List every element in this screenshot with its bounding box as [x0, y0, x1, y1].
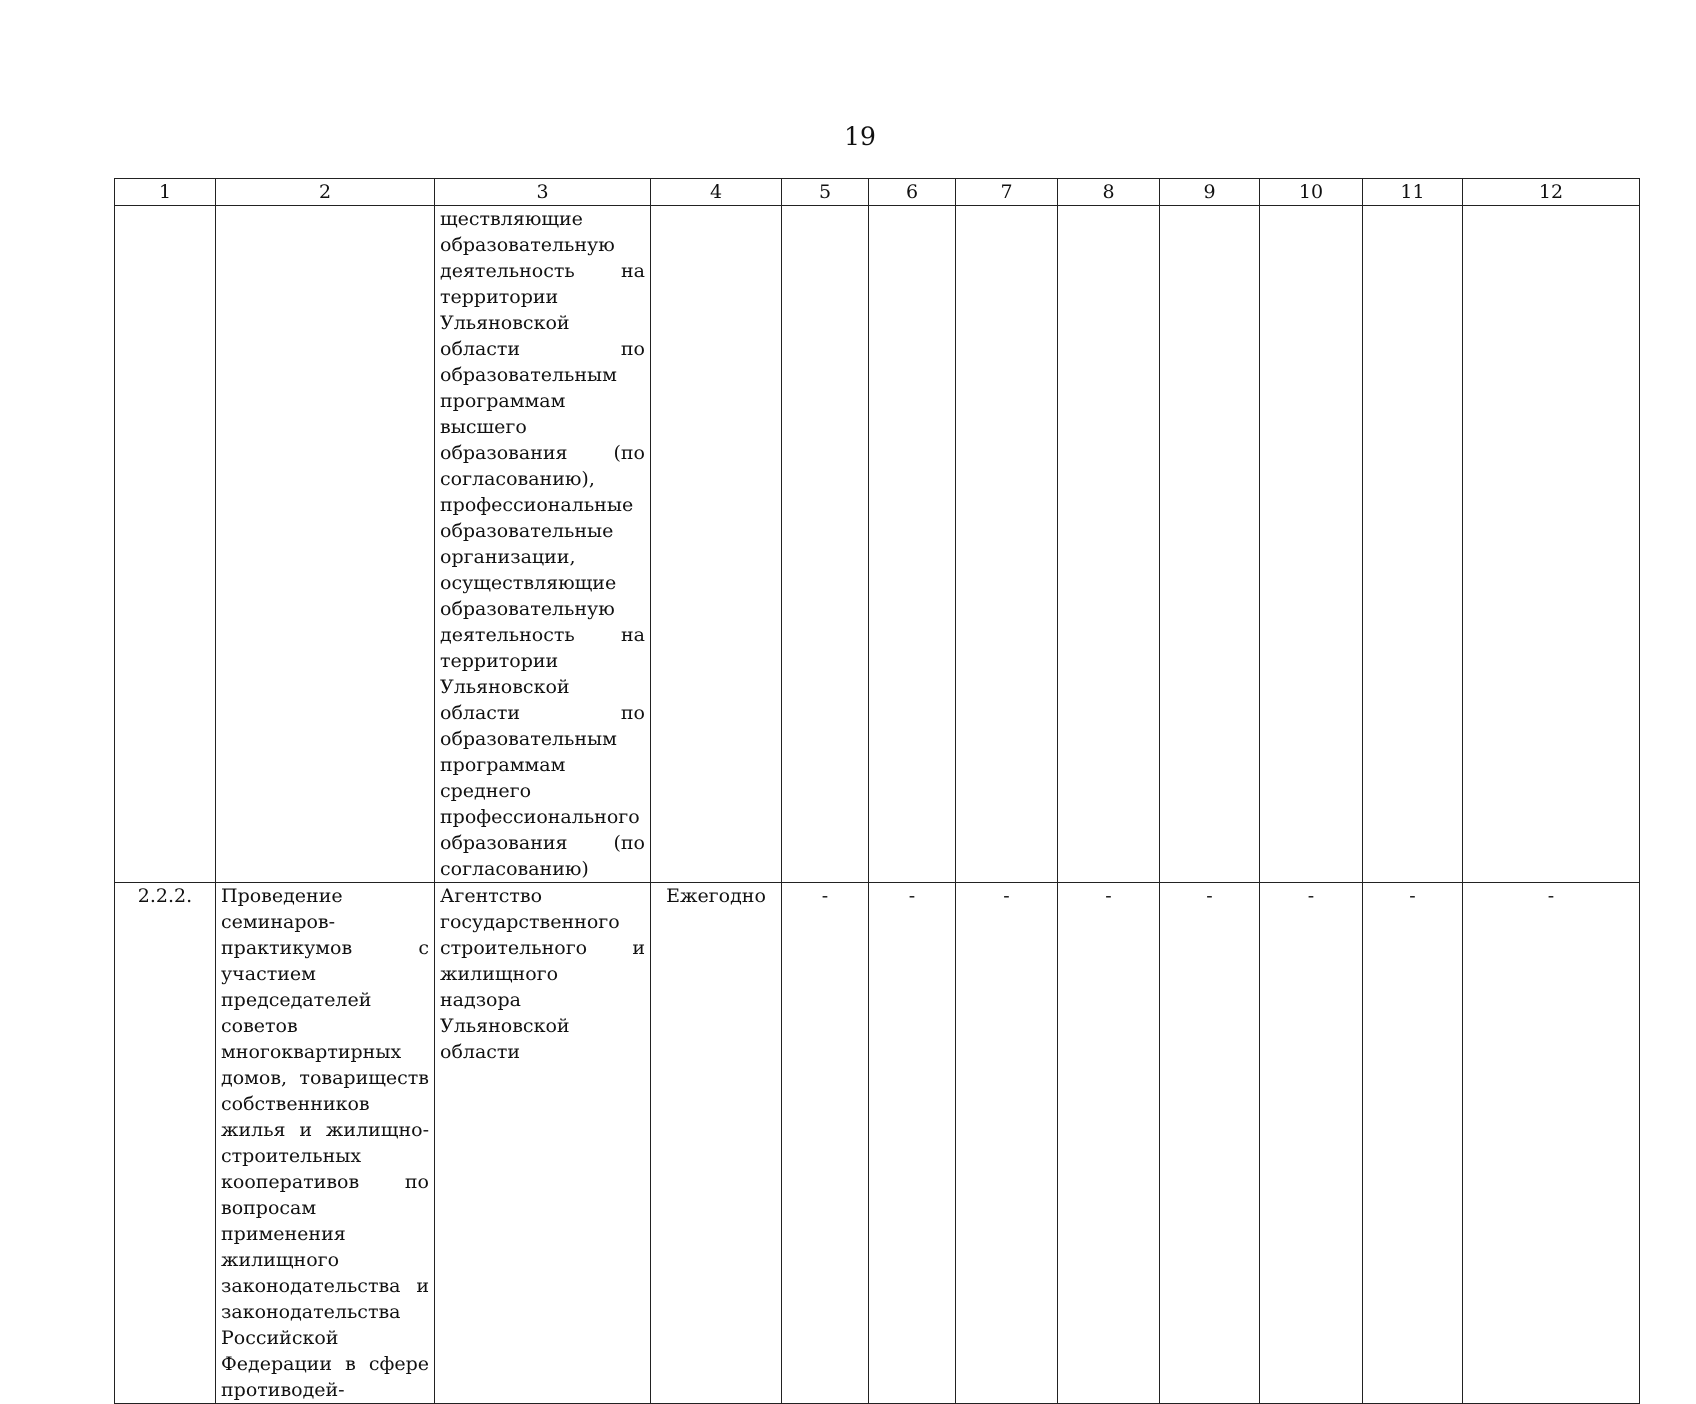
measure-cell — [216, 206, 435, 883]
col-header-8: 8 — [1058, 179, 1160, 206]
col-header-6: 6 — [869, 179, 956, 206]
value-cell — [869, 206, 956, 883]
page-number: 19 — [844, 122, 876, 151]
col-header-5: 5 — [782, 179, 869, 206]
value-cell: - — [956, 883, 1058, 1404]
row-number: 2.2.2. — [115, 883, 216, 1404]
header-row — [115, 179, 1640, 206]
value-cell: - — [869, 883, 956, 1404]
col-header-2: 2 — [216, 179, 435, 206]
value-cell: - — [1058, 883, 1160, 1404]
col-header-4: 4 — [651, 179, 782, 206]
executor-cell: ществляющие образовательную деятельность на территории Ульяновской области по образовательным программам высшего образования (по согласованию), профессиональные образовательные организации, осуществляющие образовательную деятельность на территории Ульяновской области по образовательным программам среднего профессионального образования (по согласованию) — [435, 206, 651, 883]
period-cell — [651, 206, 782, 883]
value-cell: - — [1160, 883, 1260, 1404]
col-header-12: 12 — [1463, 179, 1640, 206]
table-row — [115, 883, 1640, 1404]
col-header-1: 1 — [115, 179, 216, 206]
value-cell: - — [1363, 883, 1463, 1404]
value-cell — [1260, 206, 1363, 883]
row-number — [115, 206, 216, 883]
value-cell — [956, 206, 1058, 883]
period-cell: Ежегодно — [651, 883, 782, 1404]
value-cell — [1160, 206, 1260, 883]
executor-cell: Агентство государственного строительного и жилищного надзора Ульяновской области — [435, 883, 651, 1404]
col-header-10: 10 — [1260, 179, 1363, 206]
col-header-11: 11 — [1363, 179, 1463, 206]
value-cell: - — [1260, 883, 1363, 1404]
value-cell: - — [1463, 883, 1640, 1404]
col-header-9: 9 — [1160, 179, 1260, 206]
col-header-7: 7 — [956, 179, 1058, 206]
program-table — [114, 178, 1640, 1404]
measure-cell: Проведение семинаров-практикумов с участием председателей советов многоквартирных домов, товариществ собственников жилья и жилищно-строительных кооперативов по вопросам применения жилищного законодательства и законодательства Российской Федерации в сфере противодей- — [216, 883, 435, 1404]
value-cell — [1363, 206, 1463, 883]
value-cell: - — [782, 883, 869, 1404]
value-cell — [1058, 206, 1160, 883]
value-cell — [1463, 206, 1640, 883]
value-cell — [782, 206, 869, 883]
table-row — [115, 206, 1640, 883]
col-header-3: 3 — [435, 179, 651, 206]
